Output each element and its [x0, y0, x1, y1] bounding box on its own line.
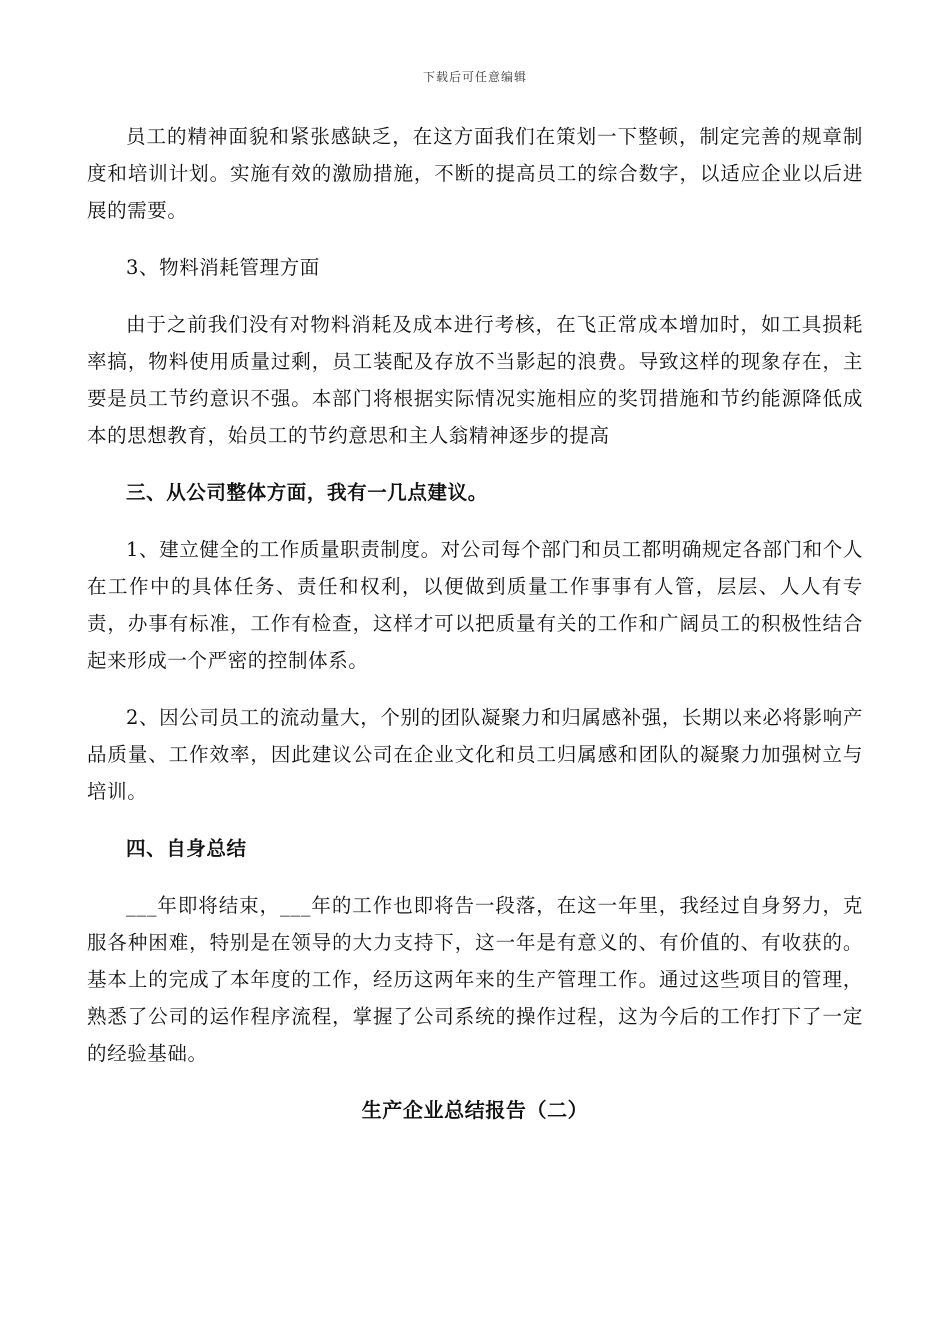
- paragraph-self-summary: ___年即将结束，___年的工作也即将告一段落，在这一年里，我经过自身努力，克服各种困难，特别是在领导的大力支持下，这一年是有意义的、有价值的、有收获的。基本上的完成了本年度的工作，经历这两年来的生产管理工作。通过这些项目的管理，熟悉了公司的运作程序流程，掌握了公司系统的操作过程，这为今后的工作打下了一定的经验基础。: [87, 894, 863, 1065]
- page-header: 下载后可任意编辑: [422, 70, 527, 84]
- paragraph-material-consumption: 由于之前我们没有对物料消耗及成本进行考核，在飞正常成本增加时，如工具损耗率搞，物料使用质量过剩，员工装配及存放不当影起的浪费。导致这样的现象存在，主要是员工节约意识不强。本部门将根据实际情况实施相应的奖罚措施和节约能源降低成本的思想教育，始员工的节约意思和主人翁精神逐步的提高: [87, 313, 863, 447]
- paragraph-team-cohesion: 2、因公司员工的流动量大，个别的团队凝聚力和归属感补强，长期以来必将影响产品质量、工作效率，因此建议公司在企业文化和员工归属感和团队的凝聚力加强树立与培训。: [87, 706, 863, 803]
- paragraph-quality-responsibility: 1、建立健全的工作质量职责制度。对公司每个部门和员工都明确规定各部门和个人在工作中的具体任务、责任和权利，以便做到质量工作事事有人管，层层、人人有专责，办事有标准，工作有检查，这样才可以把质量有关的工作和广阔员工的积极性结合起来形成一个严密的控制体系。: [87, 538, 863, 672]
- document-body: [87, 118, 863, 1129]
- section-heading-company-suggestions: 三、从公司整体方面，我有一几点建议。: [126, 481, 488, 504]
- paragraph-staff-morale: 员工的精神面貌和紧张感缺乏，在这方面我们在策划一下整顿，制定完善的规章制度和培训计划。实施有效的激励措施，不断的提高员工的综合数字，以适应企业以后进展的需要。: [87, 125, 863, 222]
- document-title-part-two: 生产企业总结报告（二）: [361, 1098, 589, 1122]
- subheading-material-consumption: 3、物料消耗管理方面: [126, 256, 320, 279]
- section-heading-self-summary: 四、自身总结: [126, 837, 247, 860]
